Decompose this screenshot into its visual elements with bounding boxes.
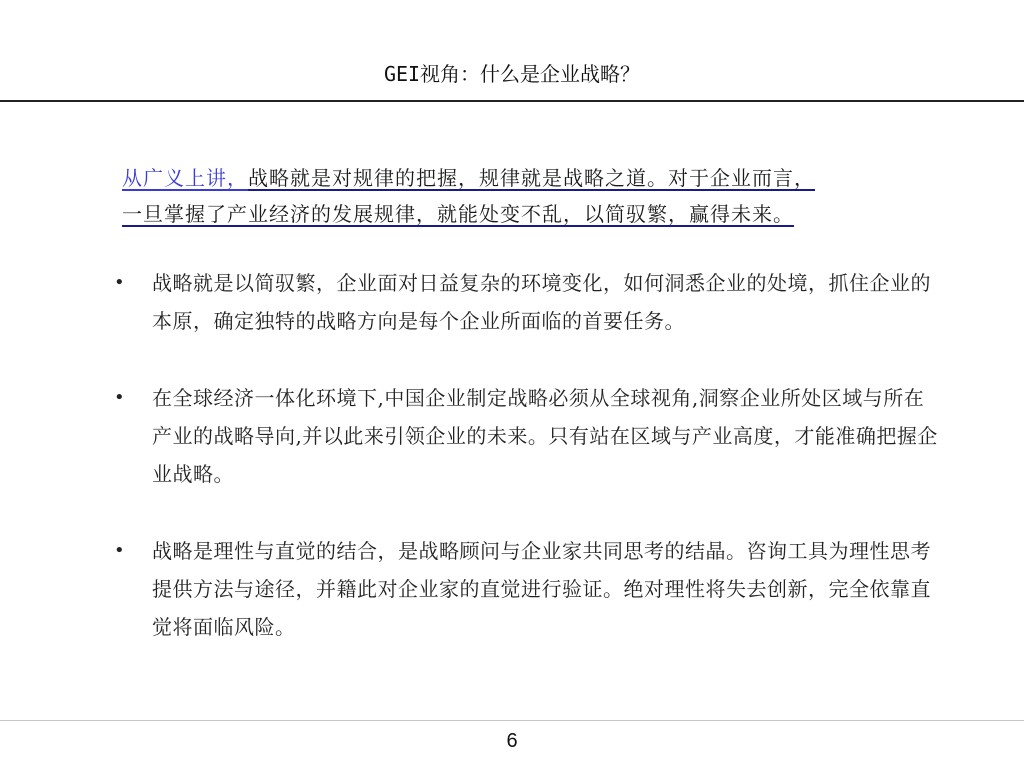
footer-divider bbox=[0, 720, 1024, 721]
title-divider bbox=[0, 100, 1024, 102]
page-number: 6 bbox=[506, 730, 518, 752]
bullet-text: 在全球经济一体化环境下,中国企业制定战略必须从全球视角,洞察企业所处区域与所在产业的战略导向,并以此来引领企业的未来。只有站在区域与产业高度，才能准确把握企业战略。 bbox=[152, 386, 938, 486]
lead-line1-text: 战略就是对规律的把握，规律就是战略之道。对于企业而言， bbox=[248, 166, 815, 190]
bullet-item bbox=[114, 264, 944, 340]
lead-line2-text: 一旦掌握了产业经济的发展规律，就能处变不乱，以简驭繁，赢得未来。 bbox=[122, 202, 794, 226]
lead-statement bbox=[122, 160, 982, 232]
bullet-item bbox=[114, 379, 944, 493]
lead-highlight: 从广义上讲， bbox=[122, 166, 248, 190]
bullet-marker: • bbox=[114, 540, 126, 561]
bullet-item bbox=[114, 532, 944, 646]
bullet-text: 战略是理性与直觉的结合，是战略顾问与企业家共同思考的结晶。咨询工具为理性思考提供方法与途径，并籍此对企业家的直觉进行验证。绝对理性将失去创新，完全依靠直觉将面临风险。 bbox=[152, 539, 931, 639]
bullet-marker: • bbox=[114, 387, 126, 408]
bullet-text: 战略就是以简驭繁，企业面对日益复杂的环境变化，如何洞悉企业的处境，抓住企业的本原，确定独特的战略方向是每个企业所面临的首要任务。 bbox=[152, 271, 931, 333]
slide-title: GEI视角：什么是企业战略？ bbox=[383, 62, 641, 86]
bullet-list bbox=[114, 264, 944, 685]
bullet-marker: • bbox=[114, 272, 126, 293]
